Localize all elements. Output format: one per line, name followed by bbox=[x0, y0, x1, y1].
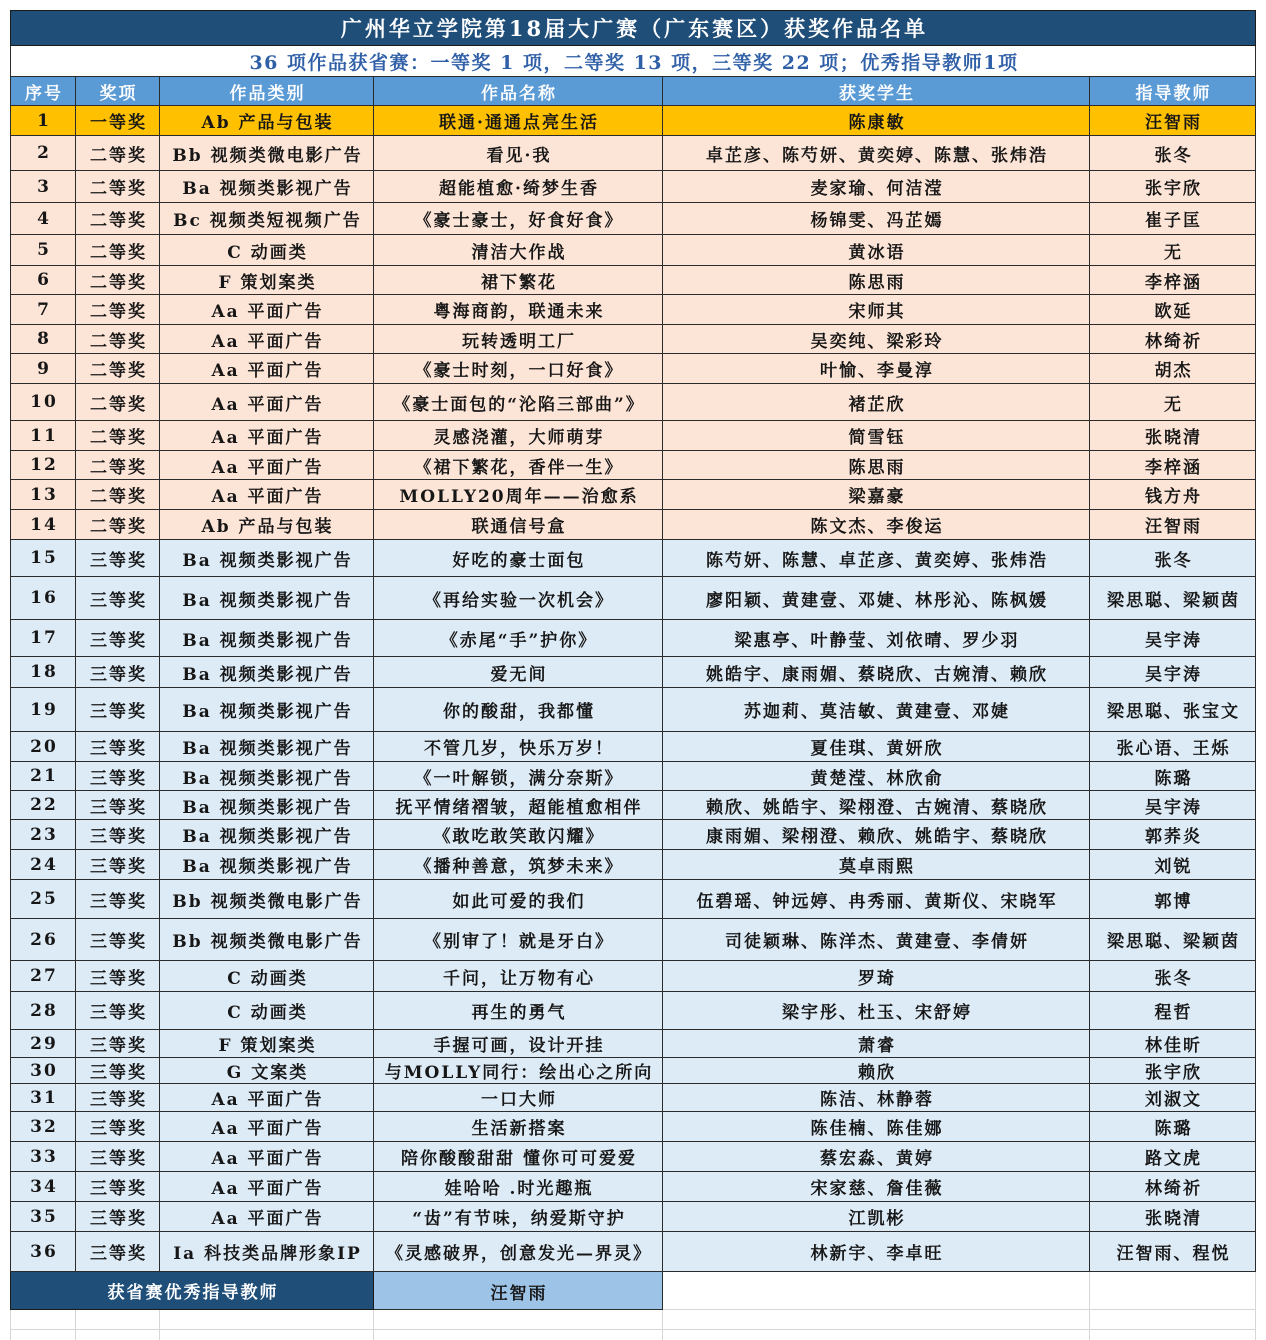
page-title: 广州华立学院第18届大广赛（广东赛区）获奖作品名单 bbox=[10, 10, 1256, 46]
cell-category: Aa 平面广告 bbox=[160, 1084, 374, 1112]
cell-students: 梁惠亭、叶静莹、刘依晴、罗少羽 bbox=[663, 620, 1090, 657]
table-row bbox=[10, 880, 1256, 919]
table-row bbox=[10, 1142, 1256, 1172]
table-row bbox=[10, 1112, 1256, 1142]
cell-teacher: 梁思聪、梁颖茵 bbox=[1090, 919, 1256, 961]
table-row bbox=[10, 203, 1256, 235]
cell-award: 二等奖 bbox=[76, 235, 160, 266]
cell-category: C 动画类 bbox=[160, 235, 374, 266]
table-row bbox=[10, 1202, 1256, 1232]
cell-category: Ab 产品与包装 bbox=[160, 510, 374, 540]
cell-teacher: 胡杰 bbox=[1090, 354, 1256, 384]
cell-award: 二等奖 bbox=[76, 171, 160, 203]
cell-number: 31 bbox=[10, 1084, 76, 1112]
footer-teacher: 汪智雨 bbox=[374, 1272, 663, 1310]
cell-award: 三等奖 bbox=[76, 620, 160, 657]
cell-work-title: 如此可爱的我们 bbox=[374, 880, 663, 919]
cell-number: 28 bbox=[10, 992, 76, 1030]
cell-work-title: 娃哈哈 .时光趣瓶 bbox=[374, 1172, 663, 1202]
cell-students: 陈思雨 bbox=[663, 451, 1090, 480]
cell-teacher: 张冬 bbox=[1090, 136, 1256, 171]
table-row bbox=[10, 992, 1256, 1030]
table-row bbox=[10, 451, 1256, 480]
cell-award: 三等奖 bbox=[76, 992, 160, 1030]
cell-category: Ba 视频类影视广告 bbox=[160, 820, 374, 850]
table-row bbox=[10, 421, 1256, 451]
cell-category: Ba 视频类影视广告 bbox=[160, 762, 374, 791]
cell-number: 23 bbox=[10, 820, 76, 850]
cell-teacher: 张晓清 bbox=[1090, 421, 1256, 451]
table-row bbox=[10, 762, 1256, 791]
cell-award: 二等奖 bbox=[76, 136, 160, 171]
cell-students: 宋师其 bbox=[663, 295, 1090, 325]
cell-work-title: 再生的勇气 bbox=[374, 992, 663, 1030]
cell-category: Aa 平面广告 bbox=[160, 295, 374, 325]
cell-number: 25 bbox=[10, 880, 76, 919]
cell-award: 三等奖 bbox=[76, 1232, 160, 1272]
cell-award: 三等奖 bbox=[76, 732, 160, 762]
cell-students: 陈洁、林静蓉 bbox=[663, 1084, 1090, 1112]
cell-category: Ia 科技类品牌形象IP bbox=[160, 1232, 374, 1272]
cell-award: 三等奖 bbox=[76, 540, 160, 577]
cell-work-title: 《播种善意，筑梦未来》 bbox=[374, 850, 663, 880]
summary-subtitle: 36 项作品获省赛：一等奖 1 项，二等奖 13 项，三等奖 22 项；优秀指导教师1项 bbox=[10, 46, 1256, 77]
cell-category: Aa 平面广告 bbox=[160, 1172, 374, 1202]
cell-students: 伍碧瑶、钟远婷、冉秀丽、黄斯仪、宋晓军 bbox=[663, 880, 1090, 919]
cell-work-title: 抚平情绪褶皱，超能植愈相伴 bbox=[374, 791, 663, 820]
cell-teacher: 程哲 bbox=[1090, 992, 1256, 1030]
cell-students: 罗琦 bbox=[663, 961, 1090, 992]
empty-cell bbox=[76, 1310, 160, 1330]
empty-cell bbox=[76, 1330, 160, 1340]
cell-work-title: 《赤尾“手”护你》 bbox=[374, 620, 663, 657]
cell-category: Aa 平面广告 bbox=[160, 1142, 374, 1172]
cell-number: 12 bbox=[10, 451, 76, 480]
cell-teacher: 汪智雨 bbox=[1090, 510, 1256, 540]
cell-work-title: 《一叶解锁，满分奈斯》 bbox=[374, 762, 663, 791]
cell-category: F 策划案类 bbox=[160, 1030, 374, 1058]
cell-award: 三等奖 bbox=[76, 1172, 160, 1202]
cell-students: 蔡宏淼、黄婷 bbox=[663, 1142, 1090, 1172]
cell-number: 33 bbox=[10, 1142, 76, 1172]
cell-teacher: 林佳昕 bbox=[1090, 1030, 1256, 1058]
cell-category: Ba 视频类影视广告 bbox=[160, 657, 374, 688]
table-row bbox=[10, 510, 1256, 540]
table-row bbox=[10, 325, 1256, 354]
table-row bbox=[10, 1232, 1256, 1272]
cell-students: 黄楚滢、林欣俞 bbox=[663, 762, 1090, 791]
table-row bbox=[10, 266, 1256, 295]
table-row bbox=[10, 1084, 1256, 1112]
cell-work-title: 清洁大作战 bbox=[374, 235, 663, 266]
cell-category: Ba 视频类影视广告 bbox=[160, 791, 374, 820]
cell-work-title: 生活新搭案 bbox=[374, 1112, 663, 1142]
cell-work-title: 爱无间 bbox=[374, 657, 663, 688]
cell-teacher: 郭荞炎 bbox=[1090, 820, 1256, 850]
cell-number: 3 bbox=[10, 171, 76, 203]
cell-students: 江凯彬 bbox=[663, 1202, 1090, 1232]
empty-cell bbox=[663, 1272, 1090, 1310]
table-row bbox=[10, 136, 1256, 171]
cell-award: 二等奖 bbox=[76, 325, 160, 354]
cell-number: 8 bbox=[10, 325, 76, 354]
cell-teacher: 无 bbox=[1090, 384, 1256, 421]
cell-students: 褚芷欣 bbox=[663, 384, 1090, 421]
cell-award: 一等奖 bbox=[76, 106, 160, 136]
empty-cell bbox=[10, 1330, 76, 1340]
cell-teacher: 张晓清 bbox=[1090, 1202, 1256, 1232]
cell-number: 14 bbox=[10, 510, 76, 540]
cell-number: 5 bbox=[10, 235, 76, 266]
empty-cell bbox=[160, 1330, 374, 1340]
cell-students: 陈思雨 bbox=[663, 266, 1090, 295]
table-row bbox=[10, 850, 1256, 880]
cell-students: 苏迦莉、莫洁敏、黄建壹、邓婕 bbox=[663, 688, 1090, 732]
table-row bbox=[10, 919, 1256, 961]
cell-students: 陈康敏 bbox=[663, 106, 1090, 136]
cell-category: Aa 平面广告 bbox=[160, 1202, 374, 1232]
cell-students: 宋家慈、詹佳薇 bbox=[663, 1172, 1090, 1202]
table-row bbox=[10, 732, 1256, 762]
cell-work-title: 裙下繁花 bbox=[374, 266, 663, 295]
table-row bbox=[10, 1172, 1256, 1202]
cell-students: 康雨媚、梁栩澄、赖欣、姚皓宇、蔡晓欣 bbox=[663, 820, 1090, 850]
empty-cell bbox=[663, 1310, 1090, 1330]
cell-number: 7 bbox=[10, 295, 76, 325]
cell-number: 22 bbox=[10, 791, 76, 820]
cell-number: 30 bbox=[10, 1058, 76, 1084]
cell-award: 三等奖 bbox=[76, 1058, 160, 1084]
cell-category: Aa 平面广告 bbox=[160, 325, 374, 354]
cell-students: 梁宇彤、杜玉、宋舒婷 bbox=[663, 992, 1090, 1030]
cell-teacher: 林绮祈 bbox=[1090, 325, 1256, 354]
cell-category: Ba 视频类影视广告 bbox=[160, 620, 374, 657]
cell-teacher: 刘淑文 bbox=[1090, 1084, 1256, 1112]
cell-number: 17 bbox=[10, 620, 76, 657]
cell-teacher: 李梓涵 bbox=[1090, 266, 1256, 295]
header-award: 奖项 bbox=[76, 77, 160, 106]
cell-award: 二等奖 bbox=[76, 203, 160, 235]
cell-students: 莫卓雨熙 bbox=[663, 850, 1090, 880]
cell-category: Bc 视频类短视频广告 bbox=[160, 203, 374, 235]
cell-award: 二等奖 bbox=[76, 295, 160, 325]
cell-teacher: 陈璐 bbox=[1090, 762, 1256, 791]
cell-teacher: 梁思聪、张宝文 bbox=[1090, 688, 1256, 732]
cell-students: 司徒颖琳、陈洋杰、黄建壹、李倩妍 bbox=[663, 919, 1090, 961]
cell-teacher: 崔子匡 bbox=[1090, 203, 1256, 235]
table-row bbox=[10, 354, 1256, 384]
cell-teacher: 无 bbox=[1090, 235, 1256, 266]
cell-award: 二等奖 bbox=[76, 384, 160, 421]
header-category: 作品类别 bbox=[160, 77, 374, 106]
cell-category: C 动画类 bbox=[160, 961, 374, 992]
cell-number: 1 bbox=[10, 106, 76, 136]
cell-category: Ba 视频类影视广告 bbox=[160, 171, 374, 203]
cell-teacher: 梁思聪、梁颖茵 bbox=[1090, 577, 1256, 620]
cell-category: Ba 视频类影视广告 bbox=[160, 688, 374, 732]
table-row bbox=[10, 688, 1256, 732]
cell-work-title: 联通·通通点亮生活 bbox=[374, 106, 663, 136]
cell-award: 三等奖 bbox=[76, 880, 160, 919]
cell-award: 三等奖 bbox=[76, 657, 160, 688]
cell-category: Ba 视频类影视广告 bbox=[160, 540, 374, 577]
cell-category: Aa 平面广告 bbox=[160, 480, 374, 510]
cell-teacher: 张冬 bbox=[1090, 961, 1256, 992]
cell-teacher: 张宇欣 bbox=[1090, 1058, 1256, 1084]
table-row bbox=[10, 657, 1256, 688]
cell-category: G 文案类 bbox=[160, 1058, 374, 1084]
cell-category: Aa 平面广告 bbox=[160, 384, 374, 421]
cell-work-title: 手握可画，设计开挂 bbox=[374, 1030, 663, 1058]
cell-number: 19 bbox=[10, 688, 76, 732]
cell-teacher: 刘锐 bbox=[1090, 850, 1256, 880]
cell-award: 三等奖 bbox=[76, 961, 160, 992]
cell-teacher: 陈璐 bbox=[1090, 1112, 1256, 1142]
header-students: 获奖学生 bbox=[663, 77, 1090, 106]
cell-teacher: 路文虎 bbox=[1090, 1142, 1256, 1172]
cell-award: 三等奖 bbox=[76, 919, 160, 961]
header-teacher: 指导教师 bbox=[1090, 77, 1256, 106]
cell-teacher: 欧延 bbox=[1090, 295, 1256, 325]
cell-students: 夏佳琪、黄妍欣 bbox=[663, 732, 1090, 762]
cell-award: 三等奖 bbox=[76, 1142, 160, 1172]
cell-work-title: 《灵感破界，创意发光—界灵》 bbox=[374, 1232, 663, 1272]
cell-category: C 动画类 bbox=[160, 992, 374, 1030]
cell-work-title: 《再给实验一次机会》 bbox=[374, 577, 663, 620]
cell-category: Aa 平面广告 bbox=[160, 451, 374, 480]
cell-number: 36 bbox=[10, 1232, 76, 1272]
cell-work-title: 玩转透明工厂 bbox=[374, 325, 663, 354]
cell-work-title: 你的酸甜，我都懂 bbox=[374, 688, 663, 732]
cell-teacher: 张冬 bbox=[1090, 540, 1256, 577]
table-row bbox=[10, 1030, 1256, 1058]
cell-teacher: 吴宇涛 bbox=[1090, 657, 1256, 688]
cell-work-title: 不管几岁，快乐万岁！ bbox=[374, 732, 663, 762]
cell-category: Ba 视频类影视广告 bbox=[160, 850, 374, 880]
cell-award: 三等奖 bbox=[76, 791, 160, 820]
cell-work-title: 《别审了！就是牙白》 bbox=[374, 919, 663, 961]
cell-award: 二等奖 bbox=[76, 480, 160, 510]
cell-work-title: 灵感浇灌，大师萌芽 bbox=[374, 421, 663, 451]
cell-work-title: 《豪士时刻，一口好食》 bbox=[374, 354, 663, 384]
cell-award: 二等奖 bbox=[76, 510, 160, 540]
cell-work-title: 与MOLLY同行：绘出心之所向 bbox=[374, 1058, 663, 1084]
cell-students: 梁嘉豪 bbox=[663, 480, 1090, 510]
cell-number: 16 bbox=[10, 577, 76, 620]
cell-teacher: 李梓涵 bbox=[1090, 451, 1256, 480]
cell-category: Bb 视频类微电影广告 bbox=[160, 136, 374, 171]
table-row bbox=[10, 384, 1256, 421]
cell-award: 三等奖 bbox=[76, 850, 160, 880]
cell-number: 29 bbox=[10, 1030, 76, 1058]
cell-teacher: 林绮祈 bbox=[1090, 1172, 1256, 1202]
cell-award: 三等奖 bbox=[76, 1112, 160, 1142]
cell-work-title: 看见·我 bbox=[374, 136, 663, 171]
cell-category: Ba 视频类影视广告 bbox=[160, 732, 374, 762]
cell-teacher: 张宇欣 bbox=[1090, 171, 1256, 203]
empty-cell bbox=[10, 1310, 76, 1330]
header-work-title: 作品名称 bbox=[374, 77, 663, 106]
cell-award: 二等奖 bbox=[76, 421, 160, 451]
cell-work-title: MOLLY20周年——治愈系 bbox=[374, 480, 663, 510]
cell-number: 9 bbox=[10, 354, 76, 384]
empty-cell bbox=[374, 1310, 663, 1330]
table-row bbox=[10, 620, 1256, 657]
cell-students: 陈芍妍、陈慧、卓芷彦、黄奕婷、张炜浩 bbox=[663, 540, 1090, 577]
table-row bbox=[10, 106, 1256, 136]
cell-work-title: 好吃的豪士面包 bbox=[374, 540, 663, 577]
cell-students: 陈文杰、李俊运 bbox=[663, 510, 1090, 540]
cell-students: 麦家瑜、何洁滢 bbox=[663, 171, 1090, 203]
empty-cell bbox=[374, 1330, 663, 1340]
cell-number: 13 bbox=[10, 480, 76, 510]
cell-teacher: 汪智雨、程悦 bbox=[1090, 1232, 1256, 1272]
cell-category: Aa 平面广告 bbox=[160, 421, 374, 451]
cell-students: 姚皓宇、康雨媚、蔡晓欣、古婉清、赖欣 bbox=[663, 657, 1090, 688]
cell-teacher: 吴宇涛 bbox=[1090, 620, 1256, 657]
cell-award: 三等奖 bbox=[76, 762, 160, 791]
cell-work-title: 联通信号盒 bbox=[374, 510, 663, 540]
table-row bbox=[10, 235, 1256, 266]
cell-number: 6 bbox=[10, 266, 76, 295]
cell-teacher: 汪智雨 bbox=[1090, 106, 1256, 136]
cell-teacher: 张心语、王烁 bbox=[1090, 732, 1256, 762]
cell-students: 赖欣、姚皓宇、梁栩澄、古婉清、蔡晓欣 bbox=[663, 791, 1090, 820]
cell-award: 二等奖 bbox=[76, 354, 160, 384]
empty-cell bbox=[1090, 1310, 1256, 1330]
cell-students: 杨锦雯、冯芷嫣 bbox=[663, 203, 1090, 235]
cell-work-title: 《豪士面包的“沦陷三部曲”》 bbox=[374, 384, 663, 421]
table-row bbox=[10, 577, 1256, 620]
cell-work-title: 千问，让万物有心 bbox=[374, 961, 663, 992]
table-row bbox=[10, 961, 1256, 992]
cell-award: 三等奖 bbox=[76, 820, 160, 850]
cell-teacher: 吴宇涛 bbox=[1090, 791, 1256, 820]
cell-number: 34 bbox=[10, 1172, 76, 1202]
cell-work-title: 粤海商韵，联通未来 bbox=[374, 295, 663, 325]
table-row bbox=[10, 171, 1256, 203]
cell-number: 35 bbox=[10, 1202, 76, 1232]
cell-number: 15 bbox=[10, 540, 76, 577]
cell-number: 11 bbox=[10, 421, 76, 451]
cell-category: Ba 视频类影视广告 bbox=[160, 577, 374, 620]
cell-number: 2 bbox=[10, 136, 76, 171]
header-row bbox=[10, 77, 1256, 106]
empty-cell bbox=[663, 1330, 1090, 1340]
empty-cell bbox=[1090, 1272, 1256, 1310]
cell-students: 吴奕纯、梁彩玲 bbox=[663, 325, 1090, 354]
table-row bbox=[10, 791, 1256, 820]
cell-number: 24 bbox=[10, 850, 76, 880]
cell-students: 卓芷彦、陈芍妍、黄奕婷、陈慧、张炜浩 bbox=[663, 136, 1090, 171]
cell-award: 三等奖 bbox=[76, 1030, 160, 1058]
cell-number: 27 bbox=[10, 961, 76, 992]
cell-category: Bb 视频类微电影广告 bbox=[160, 880, 374, 919]
cell-category: Bb 视频类微电影广告 bbox=[160, 919, 374, 961]
cell-category: Aa 平面广告 bbox=[160, 354, 374, 384]
cell-work-title: 一口大师 bbox=[374, 1084, 663, 1112]
cell-work-title: 《裙下繁花，香伴一生》 bbox=[374, 451, 663, 480]
header-number: 序号 bbox=[10, 77, 76, 106]
cell-students: 陈佳楠、陈佳娜 bbox=[663, 1112, 1090, 1142]
cell-students: 廖阳颖、黄建壹、邓婕、林彤沁、陈枫媛 bbox=[663, 577, 1090, 620]
cell-number: 26 bbox=[10, 919, 76, 961]
cell-award: 三等奖 bbox=[76, 577, 160, 620]
cell-work-title: 《豪士豪士，好食好食》 bbox=[374, 203, 663, 235]
footer-label: 获省赛优秀指导教师 bbox=[10, 1272, 374, 1310]
cell-number: 10 bbox=[10, 384, 76, 421]
cell-award: 三等奖 bbox=[76, 1084, 160, 1112]
cell-number: 18 bbox=[10, 657, 76, 688]
empty-cell bbox=[1090, 1330, 1256, 1340]
cell-award: 三等奖 bbox=[76, 1202, 160, 1232]
cell-category: F 策划案类 bbox=[160, 266, 374, 295]
cell-teacher: 钱方舟 bbox=[1090, 480, 1256, 510]
cell-students: 林新宇、李卓旺 bbox=[663, 1232, 1090, 1272]
cell-award: 二等奖 bbox=[76, 451, 160, 480]
cell-students: 黄冰语 bbox=[663, 235, 1090, 266]
cell-category: Ab 产品与包装 bbox=[160, 106, 374, 136]
cell-number: 32 bbox=[10, 1112, 76, 1142]
table-row bbox=[10, 540, 1256, 577]
cell-students: 简雪钰 bbox=[663, 421, 1090, 451]
table-row bbox=[10, 480, 1256, 510]
cell-award: 三等奖 bbox=[76, 688, 160, 732]
cell-students: 叶愉、李曼淳 bbox=[663, 354, 1090, 384]
table-row bbox=[10, 820, 1256, 850]
cell-work-title: 超能植愈·绮梦生香 bbox=[374, 171, 663, 203]
cell-category: Aa 平面广告 bbox=[160, 1112, 374, 1142]
cell-work-title: 陪你酸酸甜甜 懂你可可爱爱 bbox=[374, 1142, 663, 1172]
cell-work-title: 《敢吃敢笑敢闪耀》 bbox=[374, 820, 663, 850]
empty-cell bbox=[160, 1310, 374, 1330]
cell-number: 21 bbox=[10, 762, 76, 791]
cell-teacher: 郭博 bbox=[1090, 880, 1256, 919]
cell-award: 二等奖 bbox=[76, 266, 160, 295]
cell-number: 4 bbox=[10, 203, 76, 235]
cell-number: 20 bbox=[10, 732, 76, 762]
cell-work-title: “齿”有节味，纳爱斯守护 bbox=[374, 1202, 663, 1232]
table-row bbox=[10, 295, 1256, 325]
cell-students: 赖欣 bbox=[663, 1058, 1090, 1084]
table-row bbox=[10, 1058, 1256, 1084]
cell-students: 萧睿 bbox=[663, 1030, 1090, 1058]
